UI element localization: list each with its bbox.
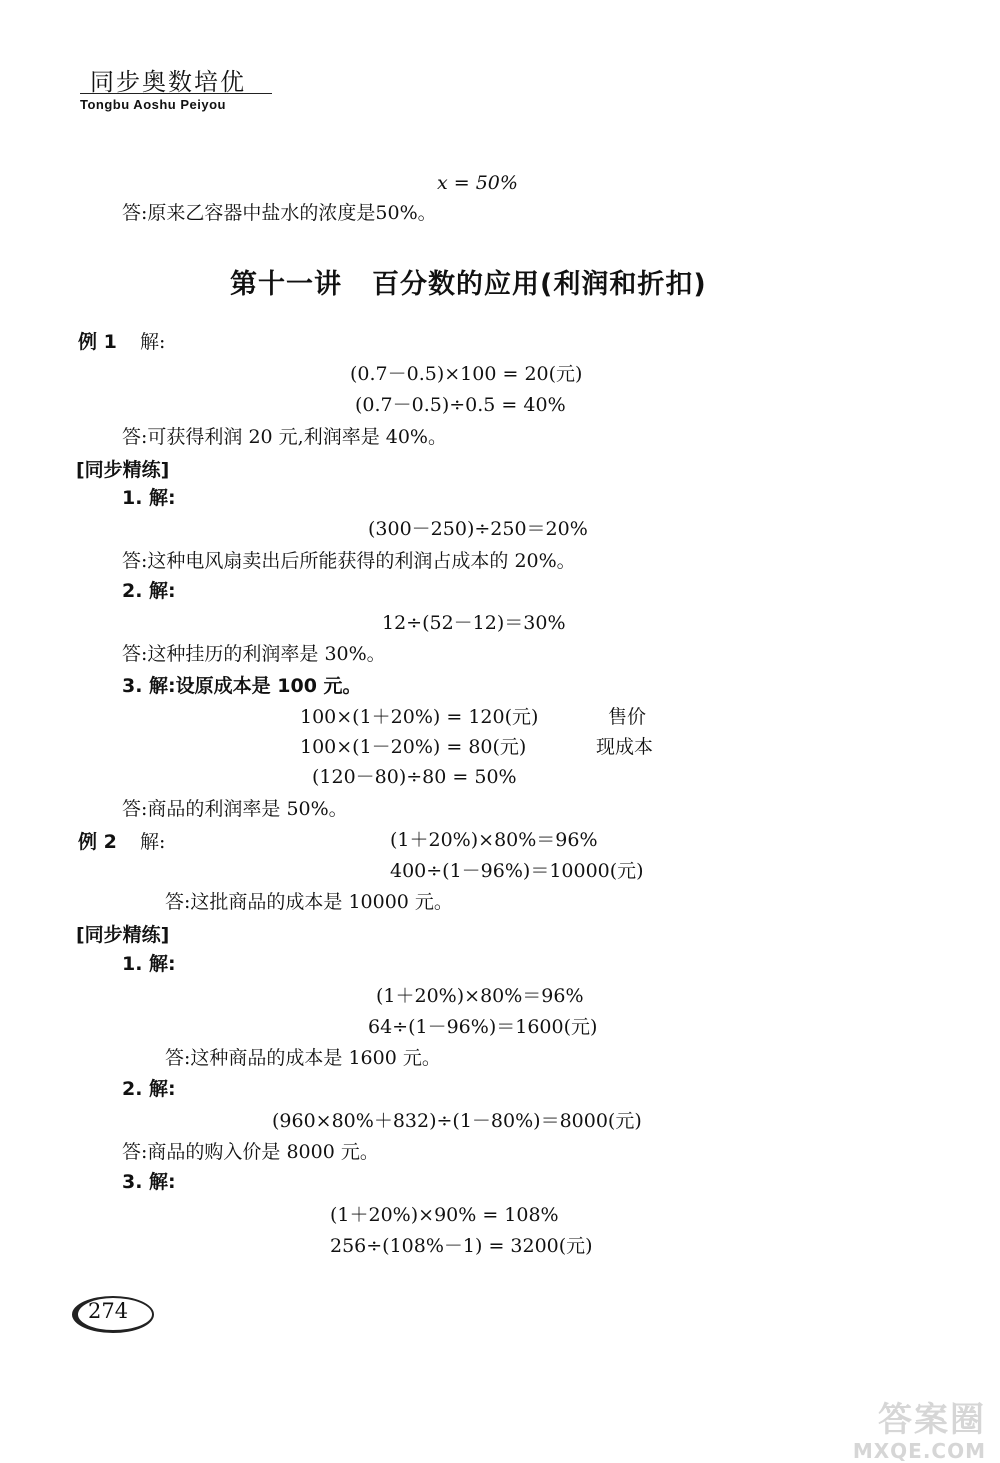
practice1-q3-note1: 售价 [608, 706, 647, 728]
practice-header-2: [同步精练] [76, 924, 170, 946]
example-2-label: 例 2 [78, 831, 117, 853]
watermark-logo: 答案圈 [878, 1400, 986, 1440]
practice1-q3-answer: 答:商品的利润率是 50%。 [122, 798, 348, 820]
example-2-eq2: 400÷(1－96%)＝10000(元) [390, 860, 644, 882]
practice1-q3-label: 3. 解:设原成本是 100 元。 [122, 675, 362, 697]
watermark [853, 1392, 986, 1463]
page-number-badge [72, 1296, 152, 1330]
practice2-q3-label: 3. 解: [122, 1171, 176, 1193]
example-2-eq1: (1＋20%)×80%＝96% [390, 829, 598, 851]
example-2-jie: 解: [140, 831, 166, 853]
practice2-q1-eq1: (1＋20%)×80%＝96% [376, 985, 584, 1007]
example-2-answer: 答:这批商品的成本是 10000 元。 [165, 891, 453, 913]
book-title-en: Tongbu Aoshu Peiyou [80, 97, 226, 112]
lecture-topic: 百分数的应用(利润和折扣) [372, 269, 707, 300]
practice1-q2-label: 2. 解: [122, 580, 176, 602]
practice1-q1-eq: (300－250)÷250＝20% [368, 518, 588, 540]
practice2-q2-answer: 答:商品的购入价是 8000 元。 [122, 1141, 379, 1163]
book-title-cn: 同步奥数培优 [90, 68, 246, 96]
top-equation: x = 50% [437, 172, 518, 194]
watermark-url: MXQE.COM [852, 1439, 986, 1463]
practice1-q3-eq2: 100×(1－20%) = 80(元) [300, 736, 527, 758]
practice2-q2-label: 2. 解: [122, 1078, 176, 1100]
practice1-q2-answer: 答:这种挂历的利润率是 30%。 [122, 643, 386, 665]
practice2-q1-answer: 答:这种商品的成本是 1600 元。 [165, 1047, 441, 1069]
header-rule [80, 93, 272, 94]
example-1-jie: 解: [140, 331, 166, 353]
practice1-q1-label: 1. 解: [122, 487, 176, 509]
top-answer: 答:原来乙容器中盐水的浓度是50%。 [122, 202, 437, 224]
practice2-q2-eq: (960×80%＋832)÷(1－80%)＝8000(元) [272, 1110, 642, 1132]
practice1-q3-note2: 现成本 [596, 736, 654, 758]
practice1-q3-eq3: (120－80)÷80 = 50% [312, 766, 517, 788]
example-1-eq1: (0.7－0.5)×100 = 20(元) [350, 363, 583, 385]
practice2-q1-label: 1. 解: [122, 953, 176, 975]
practice2-q3-eq2: 256÷(108%－1) = 3200(元) [330, 1235, 593, 1257]
lecture-number: 第十一讲 [230, 269, 342, 300]
practice1-q2-eq: 12÷(52－12)＝30% [382, 612, 566, 634]
lecture-title [230, 262, 707, 301]
practice1-q3-eq1: 100×(1＋20%) = 120(元) [300, 706, 539, 728]
example-1-answer: 答:可获得利润 20 元,利润率是 40%。 [122, 426, 447, 448]
page-number: 274 [88, 1299, 129, 1323]
example-1-label: 例 1 [78, 331, 117, 353]
practice1-q1-answer: 答:这种电风扇卖出后所能获得的利润占成本的 20%。 [122, 550, 576, 572]
practice2-q3-eq1: (1＋20%)×90% = 108% [330, 1204, 559, 1226]
practice2-q1-eq2: 64÷(1－96%)＝1600(元) [368, 1016, 598, 1038]
example-1-eq2: (0.7－0.5)÷0.5 = 40% [355, 394, 566, 416]
practice-header-1: [同步精练] [76, 459, 170, 481]
